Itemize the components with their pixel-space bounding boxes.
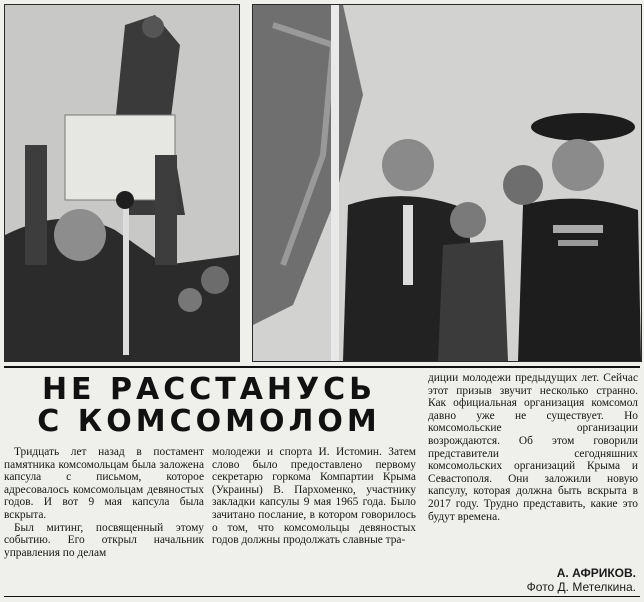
headline-line2: С КОМСОМОЛОМ [37,404,381,439]
article-column-1 [4,446,204,559]
bottom-rule [4,596,640,597]
headline-line1: НЕ РАССТАНУСЬ [41,372,377,407]
column1-paragraph2: Был митинг, посвященный этому событию. Его открыл начальник управления по делам [4,521,204,559]
author-byline: А. АФРИКОВ. [556,566,636,580]
photo-credit: Фото Д. Метелкина. [526,580,636,594]
photo-banner-and-veterans [252,4,642,362]
column1-paragraph1: Тридцать лет назад в постамент памятника комсомольцам была заложена капсула с письмом, которое адресовалось комсомольцам девяностых годов. И вот 9 мая капсула была вскрыта. [4,446,204,521]
photo-capsule-letter [4,4,240,362]
article-column-3 [428,372,638,523]
article-column-2 [212,446,416,547]
column3-paragraph1: диции молодежи предыдущих лет. Сейчас этот призыв звучит несколько странно. Как официальная организация комсомол давно уже не существует. Но комсомольские организации возрождаются. Об этом говорили представители сегодняшних комсомольских организаций Крыма и Севастополя. Они заложили новую капсулу, которая должна быть вскрыта в 2017 году. Трудно представить, какие это будут времена. [428,372,638,523]
column2-paragraph1: молодежи и спорта И. Истомин. Затем слово было предоставлено первому секретарю горкома Компартии Крыма (Украины) В. Пархоменко, участнику закладки капсулы 9 мая 1965 года. Было зачитано послание, в котором говорилось о том, что комсомольцы девяностых годов должны продолжать славные тра- [212,446,416,547]
top-rule [4,366,640,368]
